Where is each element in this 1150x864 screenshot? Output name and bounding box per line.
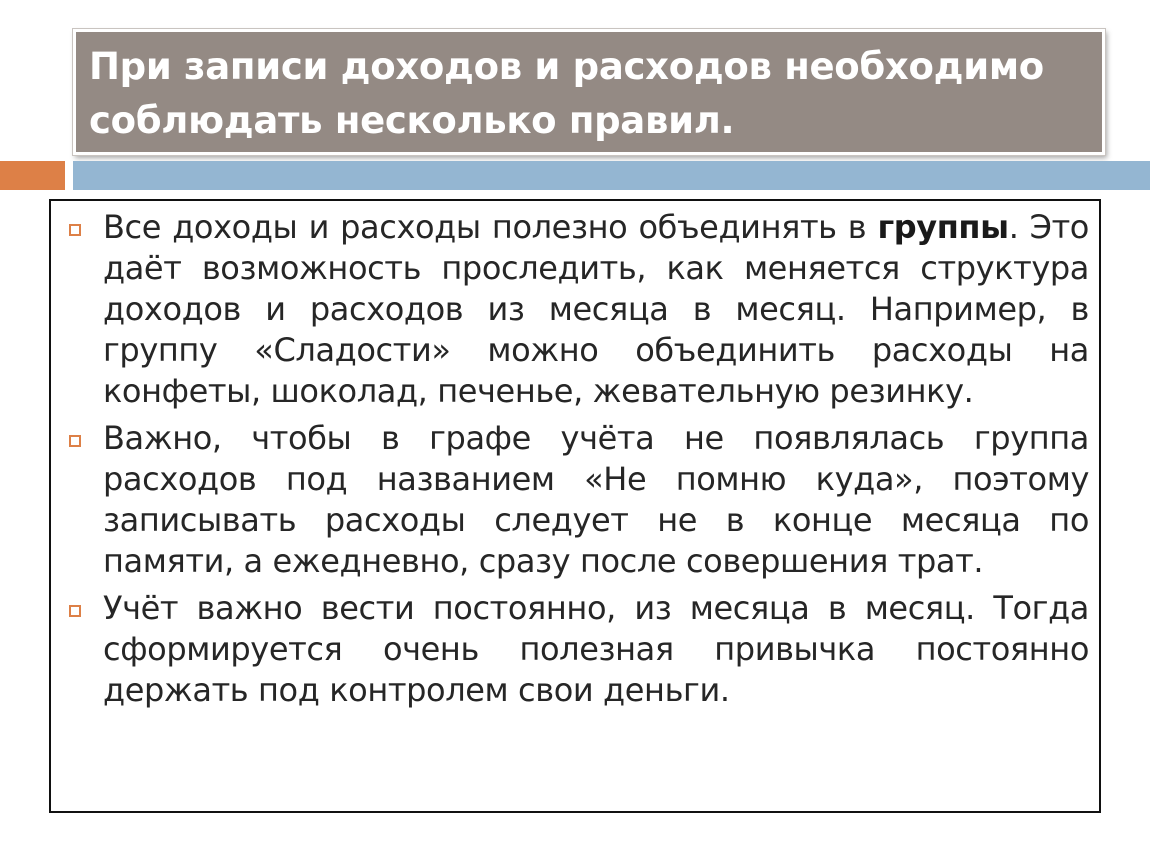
bullet-bold-term: группы bbox=[877, 208, 1009, 246]
slide-title: При записи доходов и расходов необходимо соблюдать несколько правил. bbox=[89, 45, 1044, 142]
accent-bar-blue bbox=[73, 161, 1150, 190]
content-box bbox=[49, 199, 1101, 813]
title-box bbox=[73, 29, 1105, 155]
bullet-text: Важно, чтобы в графе учёта не появлялась группа расходов под названием «Не помню куда», поэтому записывать расходы следует не в конце месяца по памяти, а ежедневно, сразу после совершения трат. bbox=[103, 419, 1089, 580]
bullet-text-part: . Это даёт возможность проследить, как меняется структура доходов и расходов из месяца в месяц. Например, в группу «Сладости» можно объединить расходы на конфеты, шоколад, печенье, жевательную резинку. bbox=[103, 208, 1089, 410]
hollow-square-bullet-icon bbox=[69, 605, 81, 617]
bullet-text: Учёт важно вести постоянно, из месяца в месяц. Тогда сформируется очень полезная привычка постоянно держать под контролем свои деньги. bbox=[103, 589, 1089, 709]
hollow-square-bullet-icon bbox=[69, 435, 81, 447]
bullet-text-part: Все доходы и расходы полезно объединять в bbox=[103, 208, 878, 246]
bullet-item-daily bbox=[67, 418, 1089, 582]
bullet-item-groups bbox=[67, 207, 1089, 412]
bullet-list bbox=[67, 207, 1089, 717]
accent-bar-orange bbox=[0, 161, 65, 190]
hollow-square-bullet-icon bbox=[69, 224, 81, 236]
bullet-item-constant bbox=[67, 588, 1089, 711]
